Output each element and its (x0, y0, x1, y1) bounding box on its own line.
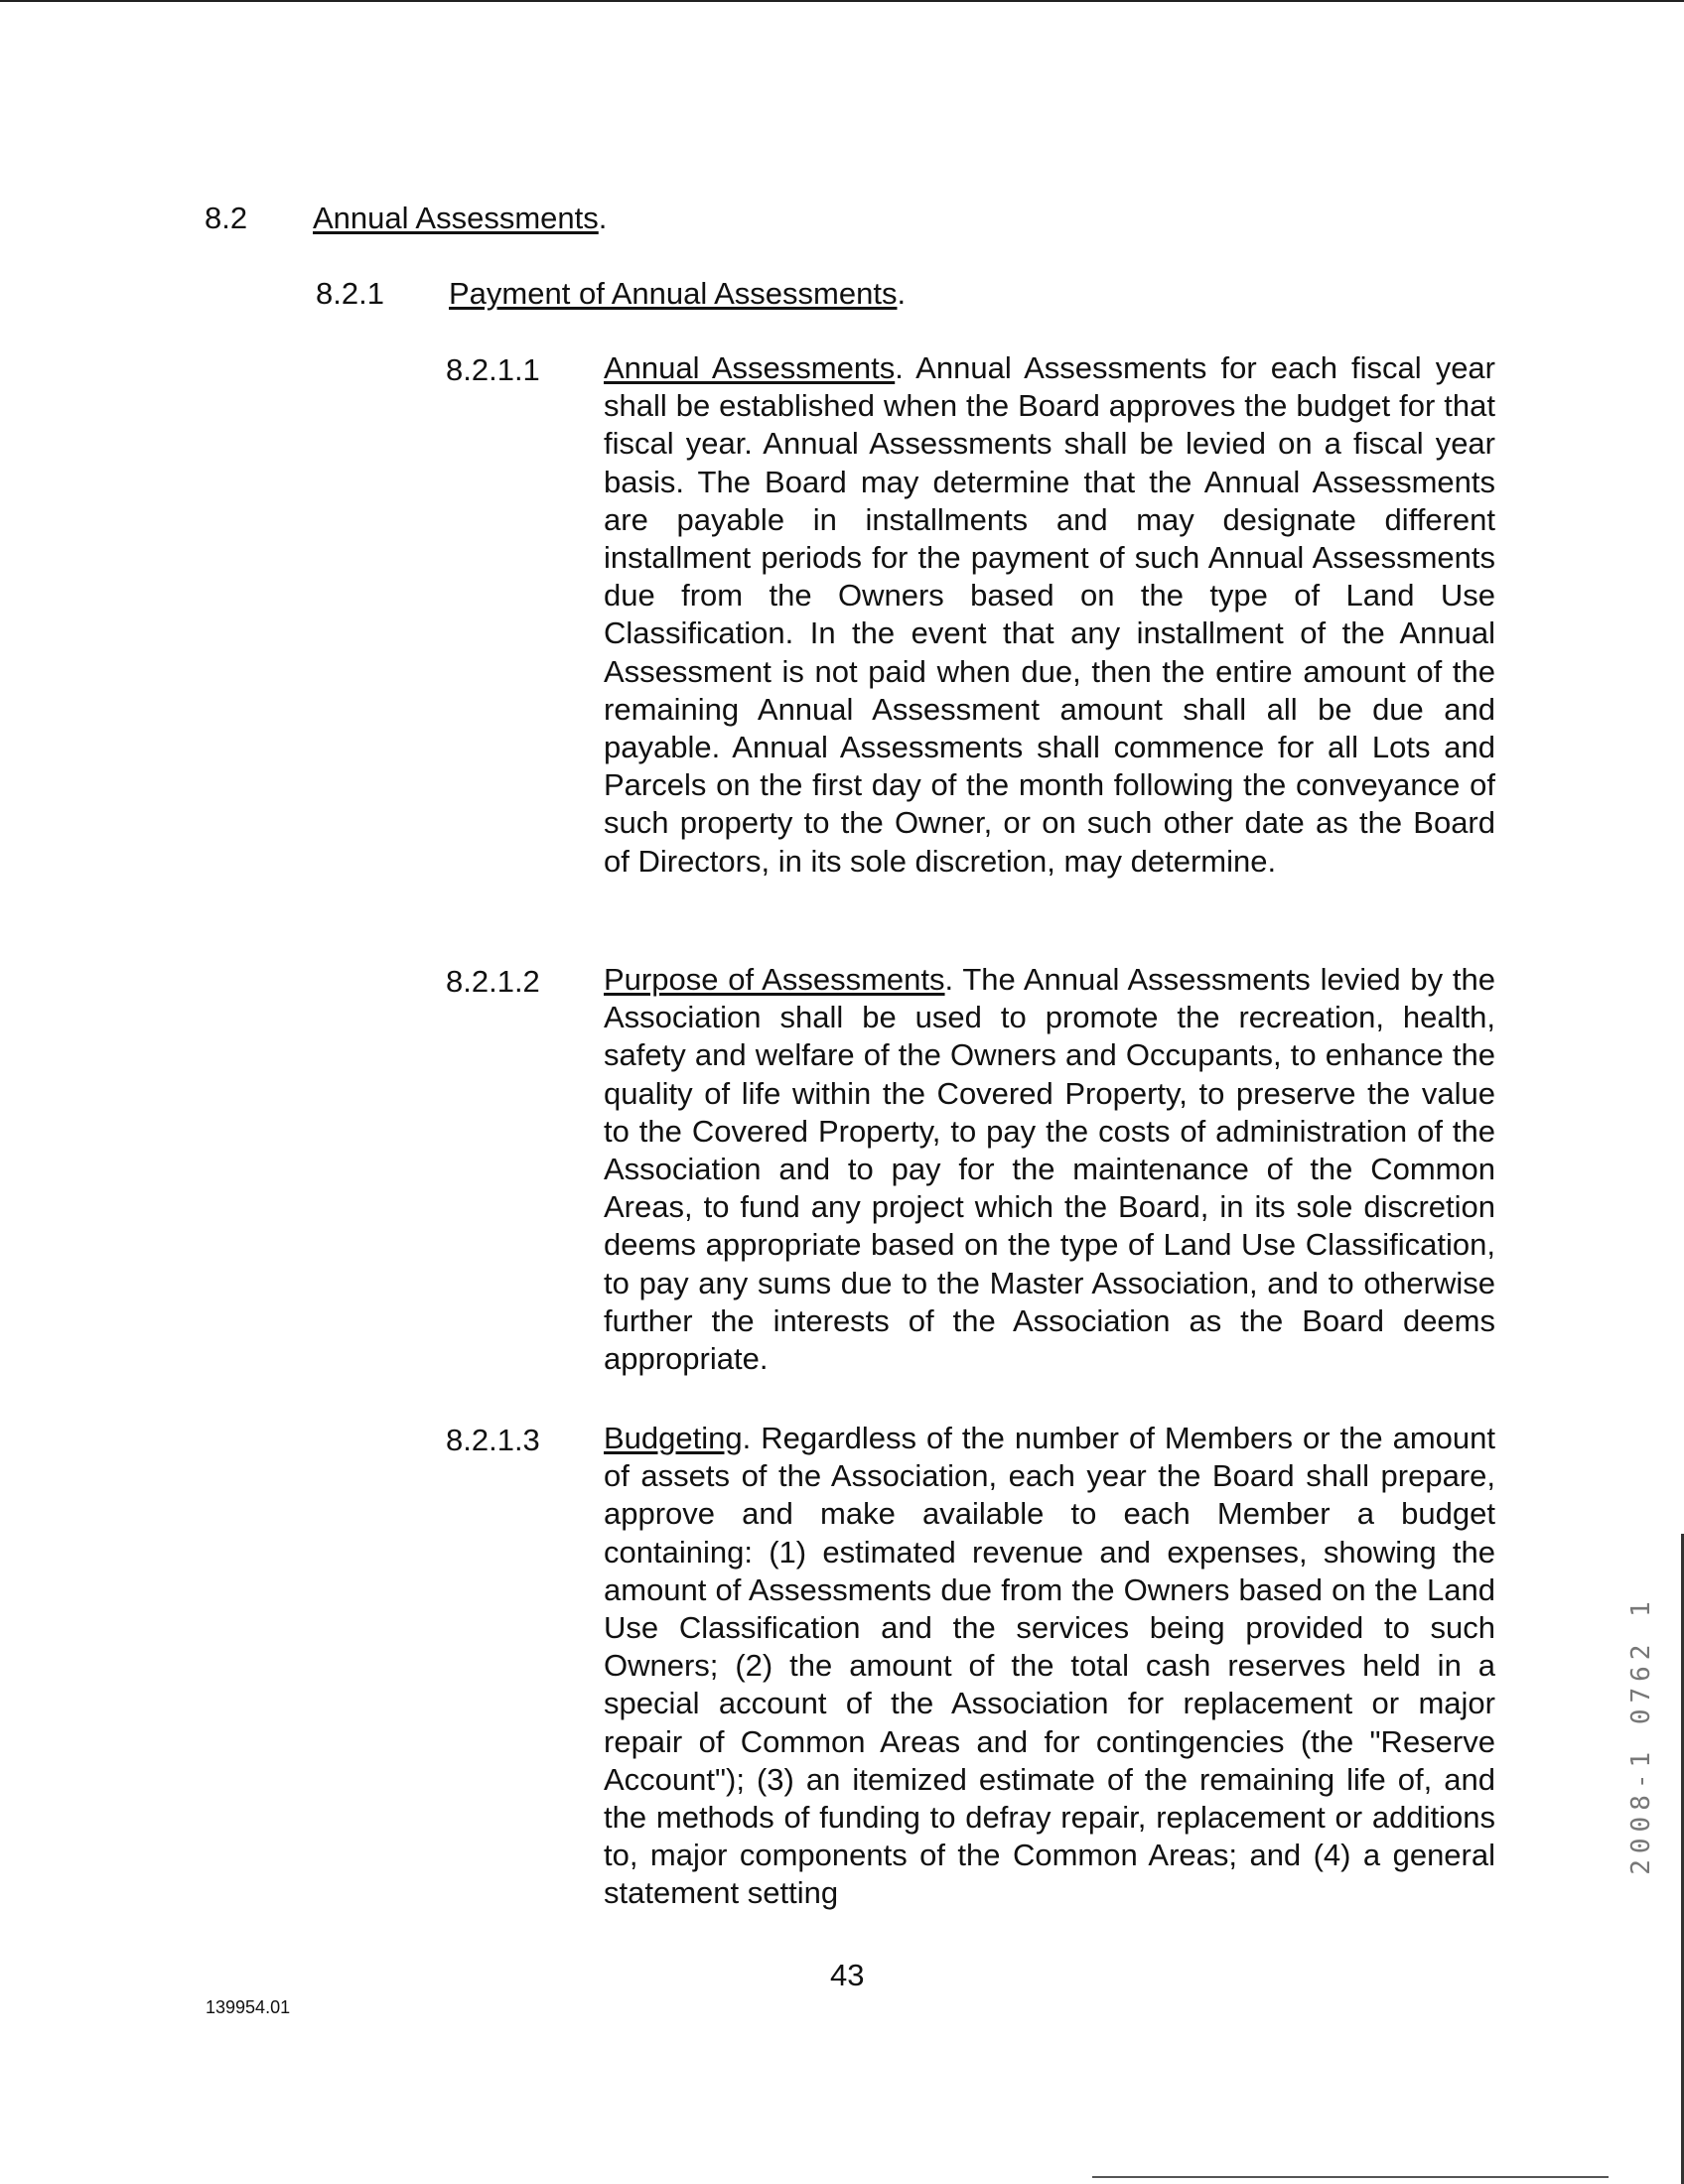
section-title-suffix: . (598, 201, 608, 235)
paragraph-title: Budgeting (604, 1421, 743, 1455)
recording-stamp-text: 2008-1 0762 1 (1626, 1595, 1656, 1875)
subsection-number: 8.2.1 (316, 276, 384, 311)
section-heading (313, 201, 607, 236)
document-number: 139954.01 (206, 1997, 291, 2017)
paragraph-body: . Annual Assessments for each fiscal year shall be established when the Board approves the budget for that fiscal year. Annual Assessments shall be levied on a fiscal year basis. The Board may determine that the Annual Assessments are payable in installments and may designate different installment periods for the payment of such Annual Assessments due from the Owners based on the type of Land Use Classification. In the event that any installment of the Annual Assessment is not paid when due, then the entire amount of the remaining Annual Assessment amount shall all be due and payable. Annual Assessments shall commence for all Lots and Parcels on the first day of the month following the conveyance of such property to the Owner, or on such other date as the Board of Directors, in its sole discretion, may determine. (604, 350, 1495, 879)
paragraph-purpose-of-assessments (604, 961, 1495, 1378)
paragraph-annual-assessments (604, 349, 1495, 881)
paragraph-budgeting (604, 1420, 1495, 1913)
paragraph-title: Purpose of Assessments (604, 962, 945, 997)
paragraph-number: 8.2.1.2 (446, 964, 540, 999)
page-number: 43 (830, 1958, 865, 1992)
section-title: Annual Assessments (313, 201, 599, 235)
paragraph-number: 8.2.1.1 (446, 352, 540, 387)
subsection-title: Payment of Annual Assessments (449, 276, 898, 311)
paragraph-number: 8.2.1.3 (446, 1423, 540, 1457)
paragraph-body: . Regardless of the number of Members or the amount of assets of the Association, each year the Board shall prepare, approve and make available to each Member a budget containing: (1) estimated revenue and expenses, showing the amount of Assessments due from the Owners based on the Land Use Classification and the services being provided to such Owners; (2) the amount of the total cash reserves held in a special account of the Association for replacement or major repair of Common Areas and for contingencies (the "Reserve Account"); (3) an itemized estimate of the remaining life of, and the methods of funding to defray repair, replacement or additions to, major components of the Common Areas; and (4) a general statement setting (604, 1421, 1495, 1911)
subsection-title-suffix: . (897, 276, 907, 311)
scan-border-bottom (1092, 2176, 1609, 2178)
paragraph-body: . The Annual Assessments levied by the Association shall be used to promote the recreation, health, safety and welfare of the Owners and Occupants, to enhance the quality of life within the Covered Property, to preserve the value to the Covered Property, to pay the costs of administration of the Association and to pay for the maintenance of the Common Areas, to fund any project which the Board, in its sole discretion deems appropriate based on the type of Land Use Classification, to pay any sums due to the Master Association, and to otherwise further the interests of the Association as the Board deems appropriate. (604, 962, 1496, 1377)
paragraph-title: Annual Assessments (604, 350, 896, 385)
scan-border-top (0, 0, 1684, 2)
subsection-heading (449, 276, 906, 312)
section-number: 8.2 (205, 201, 248, 235)
